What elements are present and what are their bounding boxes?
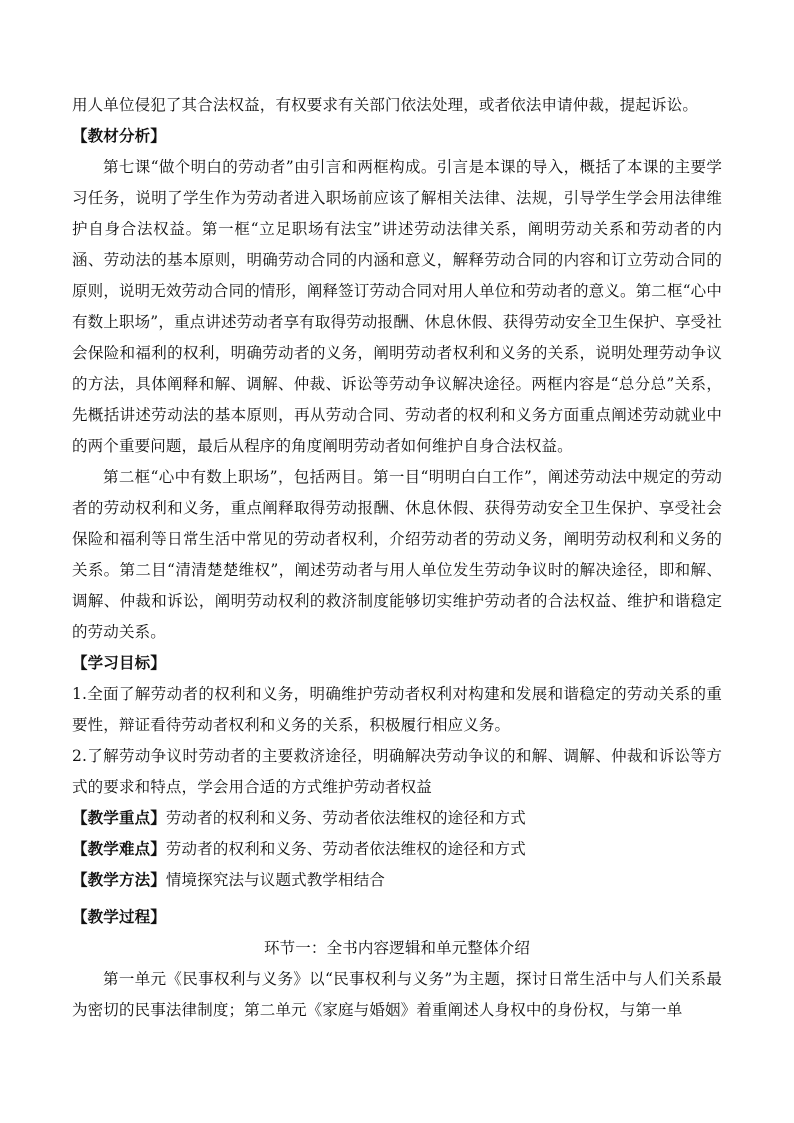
difficult-points-label: 【教学难点】 — [72, 840, 166, 858]
textbook-analysis-paragraph-1: 第七课“做个明白的劳动者”由引言和两框构成。引言是本课的导入，概括了本课的主要学习任务，说明了学生作为劳动者进入职场前应该了解相关法律、法规，引导学生学会用法律维护自身合法权益。第一框“立足职场有法宝”讲述劳动法律关系，阐明劳动关系和劳动者的内涵、劳动法的基本原则，明确劳动合同的内涵和意义，解释劳动合同的内容和订立劳动合同的原则，说明无效劳动合同的情形，阐释签订劳动合同对用人单位和劳动者的意义。第二框“心中有数上职场”，重点讲述劳动者享有取得劳动报酬、休息休假、获得劳动安全卫生保护、享受社会保险和福利的权利，明确劳动者的义务，阐明劳动者权利和义务的关系，说明处理劳动争议的方法，具体阐释和解、调解、仲裁、诉讼等劳动争议解决途径。两框内容是“总分总”关系，先概括讲述劳动法的基本原则，再从劳动合同、劳动者的权利和义务方面重点阐述劳动就业中的两个重要问题，最后从程序的角度阐明劳动者如何维护自身合法权益。 — [72, 158, 722, 455]
key-points-label: 【教学重点】 — [72, 809, 166, 827]
difficult-points-line — [72, 834, 722, 865]
intro-tail-text: 用人单位侵犯了其合法权益，有权要求有关部门依法处理，或者依法申请仲裁，提起诉讼。 — [72, 96, 699, 114]
textbook-analysis-heading: 【教材分析】 — [72, 127, 166, 145]
learning-goal-item-1: 1.全面了解劳动者的权利和义务，明确维护劳动者权利对构建和发展和谐稳定的劳动关系的重要性，辩证看待劳动者权利和义务的关系，积极履行相应义务。 — [72, 685, 722, 734]
methods-text: 情境探究法与议题式教学相结合 — [165, 871, 386, 889]
document-page — [72, 90, 722, 1026]
section-paragraph: 第一单元《民事权利与义务》以“民事权利与义务”为主题，探讨日常生活中与人们关系最为密切的民事法律制度；第二单元《家庭与婚姻》着重阐述人身权中的身份权，与第一单 — [72, 970, 722, 1019]
difficult-points-text: 劳动者的权利和义务、劳动者依法维权的途径和方式 — [165, 840, 526, 858]
learning-goals-heading: 【学习目标】 — [72, 654, 166, 672]
learning-goal-item-2: 2.了解劳动争议时劳动者的主要救济途径，明确解决劳动争议的和解、调解、仲裁和诉讼等方式的要求和特点，学会用合适的方式维护劳动者权益 — [72, 747, 722, 796]
section-title: 环节一：全书内容逻辑和单元整体介绍 — [263, 939, 531, 957]
textbook-analysis-paragraph-2: 第二框“心中有数上职场”，包括两目。第一目“明明白白工作”，阐述劳动法中规定的劳动者的劳动权利和义务，重点阐释取得劳动报酬、休息休假、获得劳动安全卫生保护、享受社会保险和福利等日常生活中常见的劳动者权利，介绍劳动者的劳动义务，阐明劳动权利和义务的关系。第二目“清清楚楚维权”，阐述劳动者与用人单位发生劳动争议时的解决途径，即和解、调解、仲裁和诉讼，阐明劳动权利的救济制度能够切实维护劳动者的合法权益、维护和谐稳定的劳动关系。 — [72, 468, 722, 641]
key-points-text: 劳动者的权利和义务、劳动者依法维权的途径和方式 — [165, 809, 526, 827]
key-points-line — [72, 803, 722, 834]
methods-line — [72, 865, 722, 896]
methods-label: 【教学方法】 — [72, 871, 166, 889]
teaching-process-heading: 【教学过程】 — [72, 908, 166, 926]
